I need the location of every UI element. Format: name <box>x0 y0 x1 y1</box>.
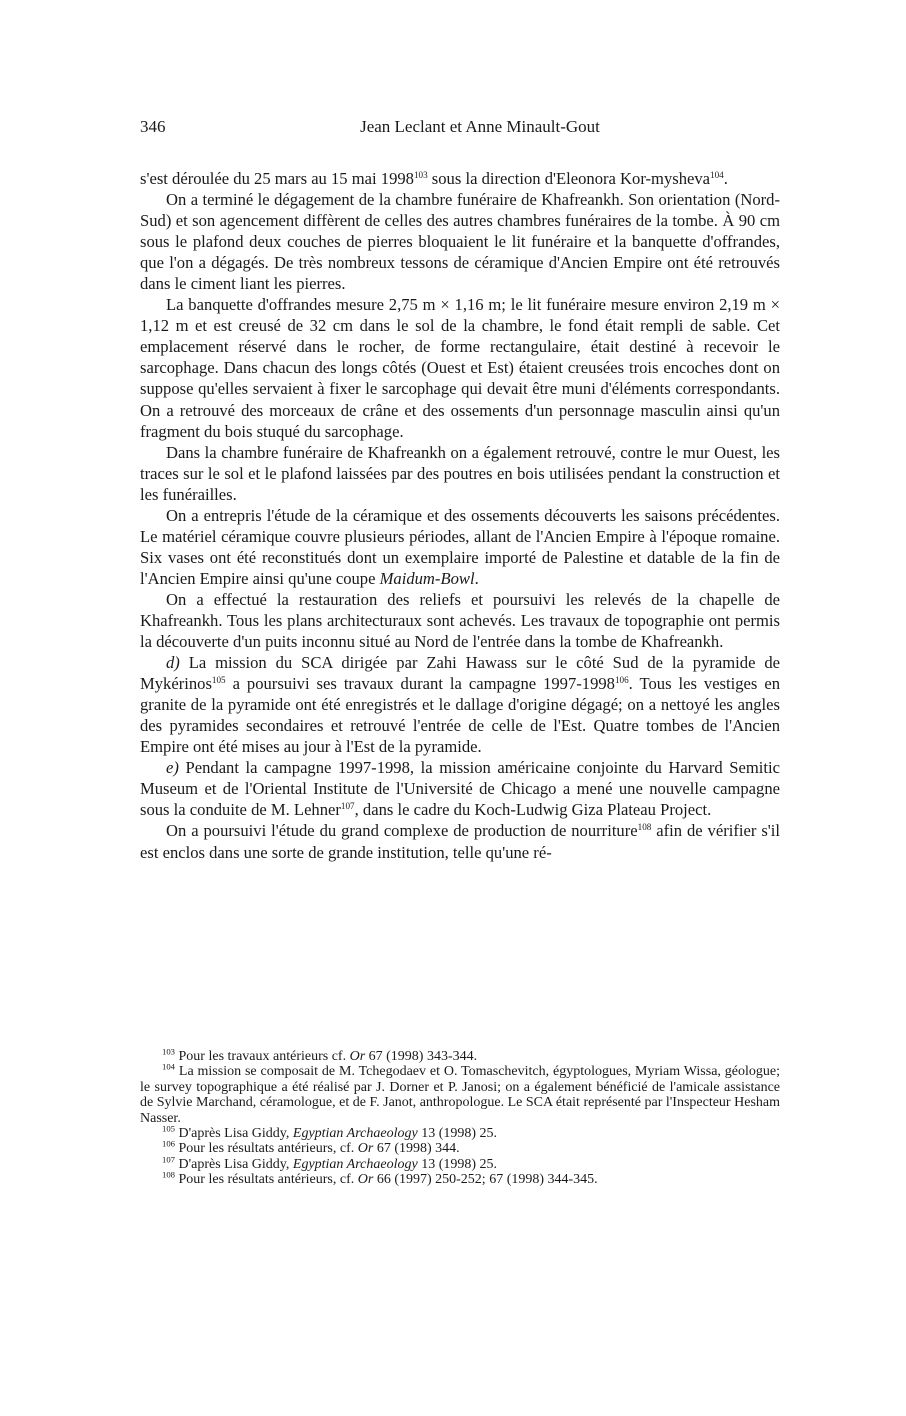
running-title: Jean Leclant et Anne Minault-Gout <box>360 117 600 136</box>
footnote <box>140 1061 780 1126</box>
text-run: 67 (1998) 344. <box>373 1141 460 1157</box>
italic-text: Or <box>349 1049 366 1064</box>
paragraph <box>140 294 780 441</box>
italic-text: Or <box>357 1172 374 1188</box>
note-ref: 108 <box>162 1169 176 1180</box>
footnote <box>140 1123 780 1142</box>
italic-text: Egyptian Archaeology <box>292 1126 418 1142</box>
text-run: La mission se composait de M. Tchegodaev et O. Tomaschevitch, égyptologues, Myriam Wissa, géologue; le survey topographique a été réalisé par J. Dorner et P. Janosi; on a également bénéficié de l'amicale assistance de Sylvie Marchand, céramologue, et de F. Janot, anthropologue. Le SCA était représenté par l'Inspecteur Hesham Nasser. <box>140 1064 780 1126</box>
note-ref: 108 <box>637 822 652 833</box>
italic-text: Or <box>357 1141 374 1157</box>
italic-text: d) <box>166 653 180 673</box>
note-ref: 106 <box>162 1138 176 1149</box>
text-run: Pendant la campagne 1997-1998, la mission américaine conjointe du Harvard Semitic Museum et de l'Oriental Institute de l'Université de Chicago a mené une nouvelle campagne sous la conduite de M. Lehner <box>140 758 780 820</box>
text-run: D'après Lisa Giddy, <box>175 1156 293 1172</box>
text-run: 13 (1998) 25. <box>417 1126 498 1142</box>
paragraph <box>140 189 780 294</box>
text-run: La mission du SCA dirigée par Zahi Hawass sur le côté Sud de la pyramide de Mykérinos <box>140 653 780 694</box>
text-run: . <box>474 568 479 588</box>
note-ref: 103 <box>413 170 428 181</box>
text-run: Pour les résultats antérieurs, cf. <box>175 1172 358 1188</box>
text-run: On a poursuivi l'étude du grand complexe de production de nourriture <box>166 821 638 841</box>
note-ref: 104 <box>162 1061 176 1072</box>
text-run: Pour les résultats antérieurs, cf. <box>175 1141 358 1157</box>
text-run: La banquette d'offrandes mesure 2,75 m × 1,16 m; le lit funéraire mesure environ 2,19 m × 1,12 m et est creusé de 32 cm dans le sol de la chambre, le fond était rempli de sable. Cet emplacement réservé dans le rocher, de forme rectangulaire, était destiné à recevoir le sarcophage. Dans chacun des longs côtés (Ouest et Est) étaient creusées trois encoches dont on suppose qu'elles servaient à fixer le sarcophage qui devait être muni d'éléments correspondants. On a retrouvé des morceaux de crâne et des ossements d'un personnage masculin ainsi qu'un fragment du bois stuqué du sarcophage. <box>140 295 780 441</box>
note-ref: 103 <box>162 1046 176 1057</box>
note-ref: 107 <box>340 801 355 812</box>
text-run: Dans la chambre funéraire de Khafreankh on a également retrouvé, contre le mur Ouest, les traces sur le sol et le plafond laissées par des poutres en bois utilisées pendant la construction et les funérailles. <box>140 442 780 504</box>
note-ref: 104 <box>710 170 724 181</box>
text-run: a poursuivi ses travaux durant la campagne 1997-1998 <box>225 674 615 694</box>
body-text <box>140 168 780 863</box>
paragraph <box>140 652 780 757</box>
text-run: 66 (1997) 250-252; 67 (1998) 344-345. <box>373 1172 598 1188</box>
text-run: Pour les travaux antérieurs cf. <box>175 1049 350 1064</box>
italic-text: Egyptian Archaeology <box>292 1156 418 1172</box>
text-run: . Tous les vestiges en granite de la pyramide ont été enregistrés et le dallage d'origine dégagé; on a nettoyé les angles des pyramides secondaires et retrouvé l'entrée de celle de l'Est. Quatre tombes de l'Ancien Empire ont été mises au jour à l'Est de la pyramide. <box>140 674 780 757</box>
text-run: On a entrepris l'étude de la céramique et des ossements découverts les saisons précédentes. Le matériel céramique couvre plusieurs périodes, allant de l'Ancien Empire à l'époque romaine. Six vases ont été reconstitués dont un exemplaire importé de Palestine et datable de la fin de l'Ancien Empire ainsi qu'une coupe <box>140 505 780 588</box>
text-run: s'est déroulée du 25 mars au 15 mai 1998 <box>140 169 414 188</box>
paragraph <box>140 442 780 505</box>
text-run: 13 (1998) 25. <box>417 1156 498 1172</box>
italic-text: e) <box>166 758 179 778</box>
text-run: On a effectué la restauration des reliefs et poursuivi les relevés de la chapelle de Khafreankh. Tous les plans architecturaux sont achevés. Les travaux de topographie ont permis la découverte d'un puits inconnu situé au Nord de l'entrée dans la tombe de Khafreankh. <box>140 589 780 652</box>
text-run: sous la direction d'Eleonora Kor-mysheva <box>427 169 711 188</box>
page-header <box>140 117 780 139</box>
note-ref: 105 <box>162 1123 176 1134</box>
paragraph <box>140 757 780 820</box>
note-ref: 107 <box>162 1154 176 1165</box>
text-run: , dans le cadre du Koch-Ludwig Giza Plateau Project. <box>354 800 712 820</box>
footnote <box>140 1169 780 1188</box>
paragraph <box>140 168 780 189</box>
italic-text: Maidum-Bowl <box>379 568 475 588</box>
paragraph <box>140 589 780 652</box>
text-run: afin de vérifier s'il est enclos dans une sorte de grande institution, telle qu'une ré- <box>140 821 780 862</box>
note-ref: 105 <box>211 675 226 686</box>
text-run: 67 (1998) 343-344. <box>365 1049 478 1064</box>
page-number: 346 <box>140 117 166 136</box>
footnote <box>140 1046 780 1064</box>
footnotes <box>140 1046 780 1188</box>
footnote <box>140 1138 780 1157</box>
paragraph <box>140 505 780 589</box>
text-run: D'après Lisa Giddy, <box>175 1126 293 1142</box>
text-run: . <box>723 169 728 188</box>
note-ref: 106 <box>614 675 629 686</box>
text-run: On a terminé le dégagement de la chambre funéraire de Khafreankh. Son orientation (Nord-Sud) et son agencement diffèrent de celles des autres chambres funéraires de la tombe. À 90 cm sous le plafond deux couches de pierres bloquaient le lit funéraire et la banquette d'offrandes, que l'on a dégagés. De très nombreux tessons de céramique d'Ancien Empire ont été retrouvés dans le ciment liant les pierres. <box>140 190 780 294</box>
paragraph <box>140 820 780 862</box>
footnote <box>140 1154 780 1172</box>
